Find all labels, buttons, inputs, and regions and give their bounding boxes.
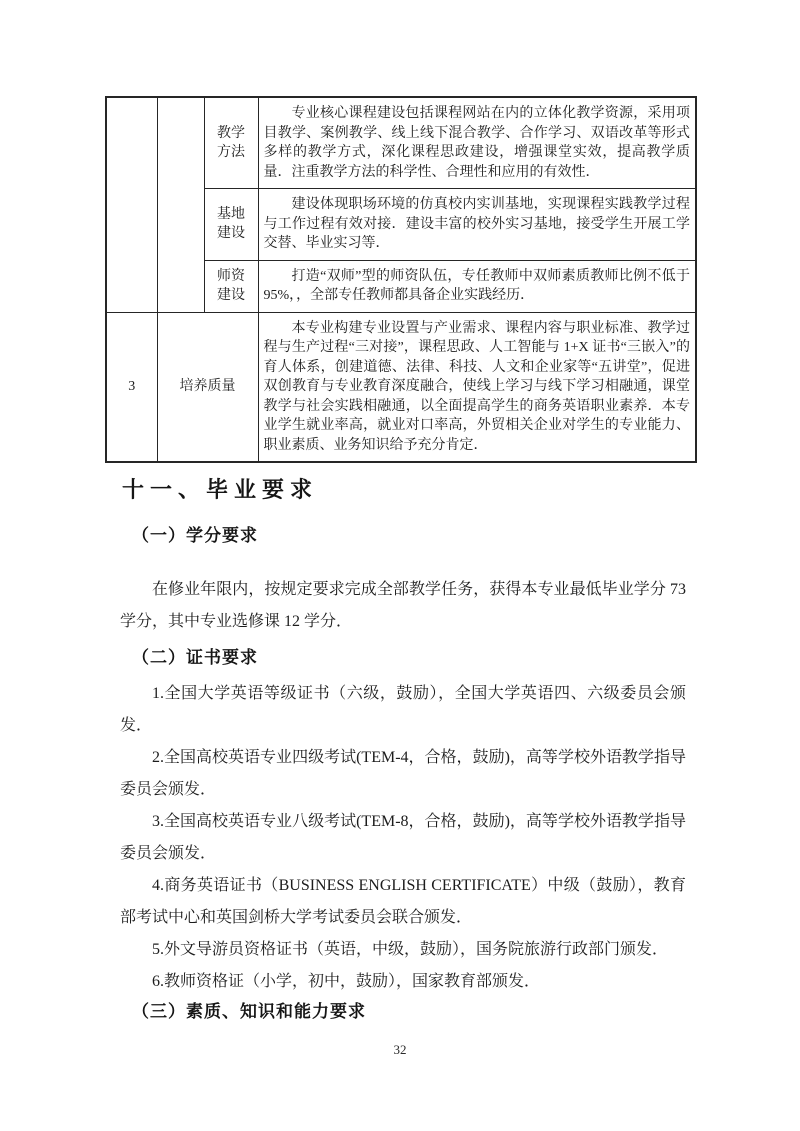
row-content-cell: 打造“双师”型的师资队伍，专任教师中双师素质教师比例不低于95%，，全部专任教师都具备企业实践经历． [258, 260, 696, 312]
credit-requirements-paragraph: 在修业年限内，按规定要求完成全部教学任务，获得本专业最低毕业学分 73 学分，其中专业选修课 12 学分． [120, 581, 686, 630]
row-content-cell: 建设体现职场环境的仿真校内实训基地，实现课程实践教学过程与工作过程有效对接．建设丰富的校外实习基地，接受学生开展工学交替、毕业实习等． [258, 189, 696, 261]
row-number-cell: 3 [106, 312, 157, 462]
subsection-heading-credit-requirements: （一）学分要求 [132, 526, 258, 545]
certificate-item-2: 2.全国高校英语专业四级考试(TEM-4，合格，鼓励)，高等学校外语教学指导委员会颁发． [120, 749, 686, 798]
table-row-training-quality [106, 312, 696, 462]
certificate-item-5: 5.外文导游员资格证书（英语，中级，鼓励），国务院旅游行政部门颁发． [152, 941, 669, 958]
row-label-cell [204, 260, 258, 312]
row-label: 基地建设 [217, 206, 245, 242]
certificate-item-6: 6.教师资格证（小学，初中，鼓励），国家教育部颁发． [152, 973, 541, 990]
row-label-cell: 培养质量 [157, 312, 258, 462]
certificate-item-4: 4.商务英语证书（BUSINESS ENGLISH CERTIFICATE）中级（鼓励），教育部考试中心和英国剑桥大学考试委员会联合颁发． [120, 877, 686, 926]
section-title-graduation-requirements: 十一、毕业要求 [122, 477, 319, 502]
row-label: 教学方法 [217, 125, 245, 160]
certificate-item-3: 3.全国高校英语专业八级考试(TEM-8，合格，鼓励)，高等学校外语教学指导委员会颁发． [120, 813, 686, 862]
certificate-items-list [120, 678, 686, 1024]
row-label-cell [204, 189, 258, 261]
empty-number-cell [106, 97, 157, 312]
table-row-teaching-methods [106, 97, 696, 189]
subsection-heading-quality-knowledge-ability: （三）素质、知识和能力要求 [132, 1002, 366, 1021]
row-label-cell [204, 97, 258, 189]
empty-category-cell [157, 97, 204, 312]
program-construction-table [105, 96, 697, 463]
row-content-cell: 专业核心课程建设包括课程网站在内的立体化教学资源，采用项目教学、案例教学、线上线下混合教学、合作学习、双语改革等形式多样的教学方式，深化课程思政建设，增强课堂实效，提高教学质量．注重教学方法的科学性、合理性和应用的有效性． [258, 97, 696, 189]
subsection-heading-certificate-requirements: （二）证书要求 [132, 648, 258, 667]
row-label: 师资建设 [217, 268, 245, 303]
certificate-item-1: 1.全国大学英语等级证书（六级，鼓励），全国大学英语四、六级委员会颁发． [120, 685, 686, 734]
row-content-cell: 本专业构建专业设置与产业需求、课程内容与职业标准、教学过程与生产过程“三对接”，课程思政、人工智能与 1+X 证书“三嵌入”的育人体系，创建道德、法律、科技、人文和企业家等“五讲堂”，促进双创教育与专业教育深度融合，使线上学习与线下学习相融通，课堂教学与社会实践相融通，以全面提高学生的商务英语职业素养．本专业学生就业率高，就业对口率高，外贸相关企业对学生的专业能力、职业素质、业务知识给予充分肯定． [258, 312, 696, 462]
page-number: 32 [393, 1042, 407, 1057]
